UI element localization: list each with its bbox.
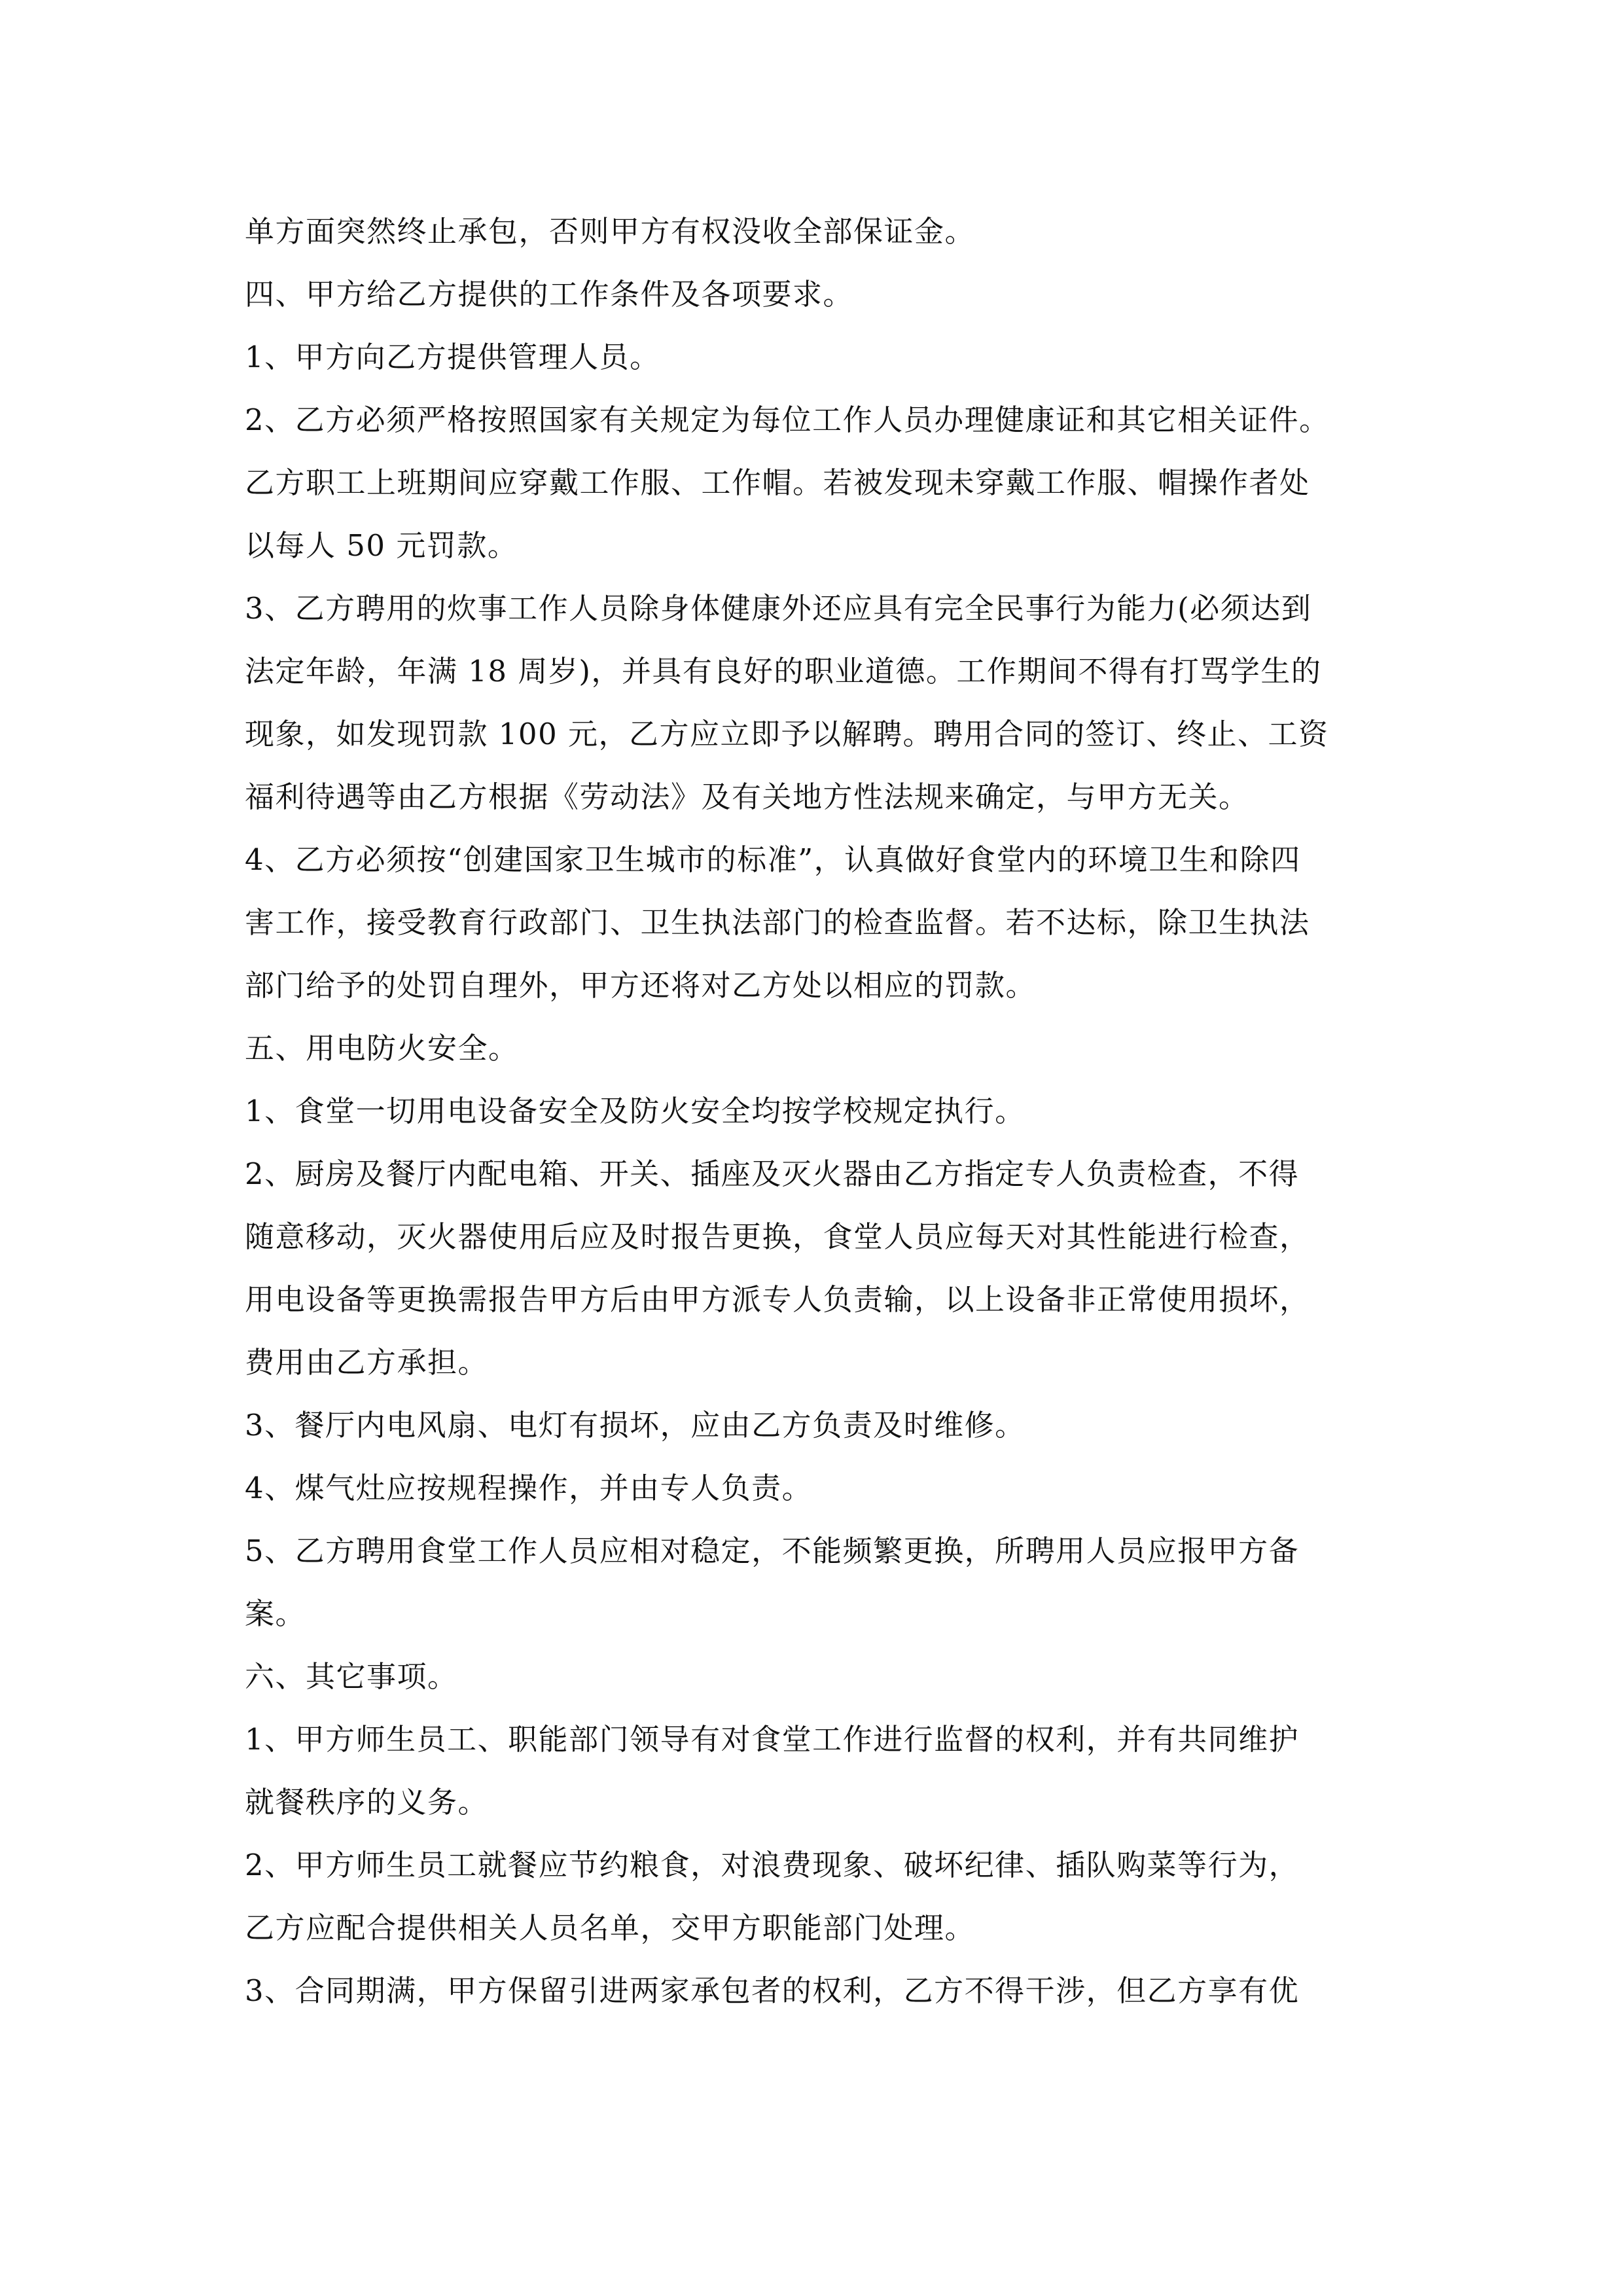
- text-line: 福利待遇等由乙方根据《劳动法》及有关地方性法规来确定，与甲方无关。: [245, 780, 1249, 814]
- text-line: 费用由乙方承担。: [245, 1345, 489, 1380]
- text-line: 害工作，接受教育行政部门、卫生执法部门的检查监督。若不达标，除卫生执法: [245, 905, 1310, 940]
- text-line: 乙方应配合提供相关人员名单，交甲方职能部门处理。: [245, 1910, 976, 1945]
- section-heading: 四、甲方给乙方提供的工作条件及各项要求。: [245, 277, 854, 312]
- text-line: 以每人 50 元罚款。: [245, 528, 518, 563]
- section-heading: 六、其它事项。: [245, 1659, 458, 1694]
- text-line: 4、乙方必须按“创建国家卫生城市的标准”，认真做好食堂内的环境卫生和除四: [245, 842, 1301, 877]
- text-line: 用电设备等更换需报告甲方后由甲方派专人负责输，以上设备非正常使用损坏，: [245, 1282, 1310, 1317]
- text-line: 随意移动，灭火器使用后应及时报告更换，食堂人员应每天对其性能进行检查，: [245, 1219, 1310, 1254]
- text-line: 1、甲方向乙方提供管理人员。: [245, 340, 660, 374]
- text-line: 就餐秩序的义务。: [245, 1785, 489, 1820]
- text-line: 4、煤气灶应按规程操作，并由专人负责。: [245, 1471, 813, 1505]
- text-line: 1、甲方师生员工、职能部门领导有对食堂工作进行监督的权利，并有共同维护: [245, 1722, 1300, 1757]
- text-line: 2、厨房及餐厅内配电箱、开关、插座及灭火器由乙方指定专人负责检查，不得: [245, 1157, 1300, 1191]
- text-line: 5、乙方聘用食堂工作人员应相对稳定，不能频繁更换，所聘用人员应报甲方备: [245, 1534, 1300, 1568]
- text-line: 单方面突然终止承包，否则甲方有权没收全部保证金。: [245, 214, 976, 249]
- text-line: 2、乙方必须严格按照国家有关规定为每位工作人员办理健康证和其它相关证件。: [245, 403, 1330, 437]
- text-line: 现象，如发现罚款 100 元，乙方应立即予以解聘。聘用合同的签订、终止、工资: [245, 717, 1329, 751]
- text-line: 乙方职工上班期间应穿戴工作服、工作帽。若被发现未穿戴工作服、帽操作者处: [245, 465, 1310, 500]
- text-line: 部门给予的处罚自理外，甲方还将对乙方处以相应的罚款。: [245, 968, 1037, 1003]
- text-line: 3、合同期满，甲方保留引进两家承包者的权利，乙方不得干涉，但乙方享有优: [245, 1973, 1300, 2008]
- document-body: [245, 200, 1383, 2022]
- text-line: 1、食堂一切用电设备安全及防火安全均按学校规定执行。: [245, 1094, 1026, 1128]
- text-line: 案。: [245, 1596, 306, 1631]
- section-heading: 五、用电防火安全。: [245, 1031, 519, 1066]
- text-line: 3、乙方聘用的炊事工作人员除身体健康外还应具有完全民事行为能力(必须达到: [245, 591, 1312, 626]
- text-line: 3、餐厅内电风扇、电灯有损坏，应由乙方负责及时维修。: [245, 1408, 1026, 1443]
- text-line: 2、甲方师生员工就餐应节约粮食，对浪费现象、破坏纪律、插队购菜等行为，: [245, 1848, 1300, 1882]
- text-line: 法定年龄，年满 18 周岁)，并具有良好的职业道德。工作期间不得有打骂学生的: [245, 654, 1322, 689]
